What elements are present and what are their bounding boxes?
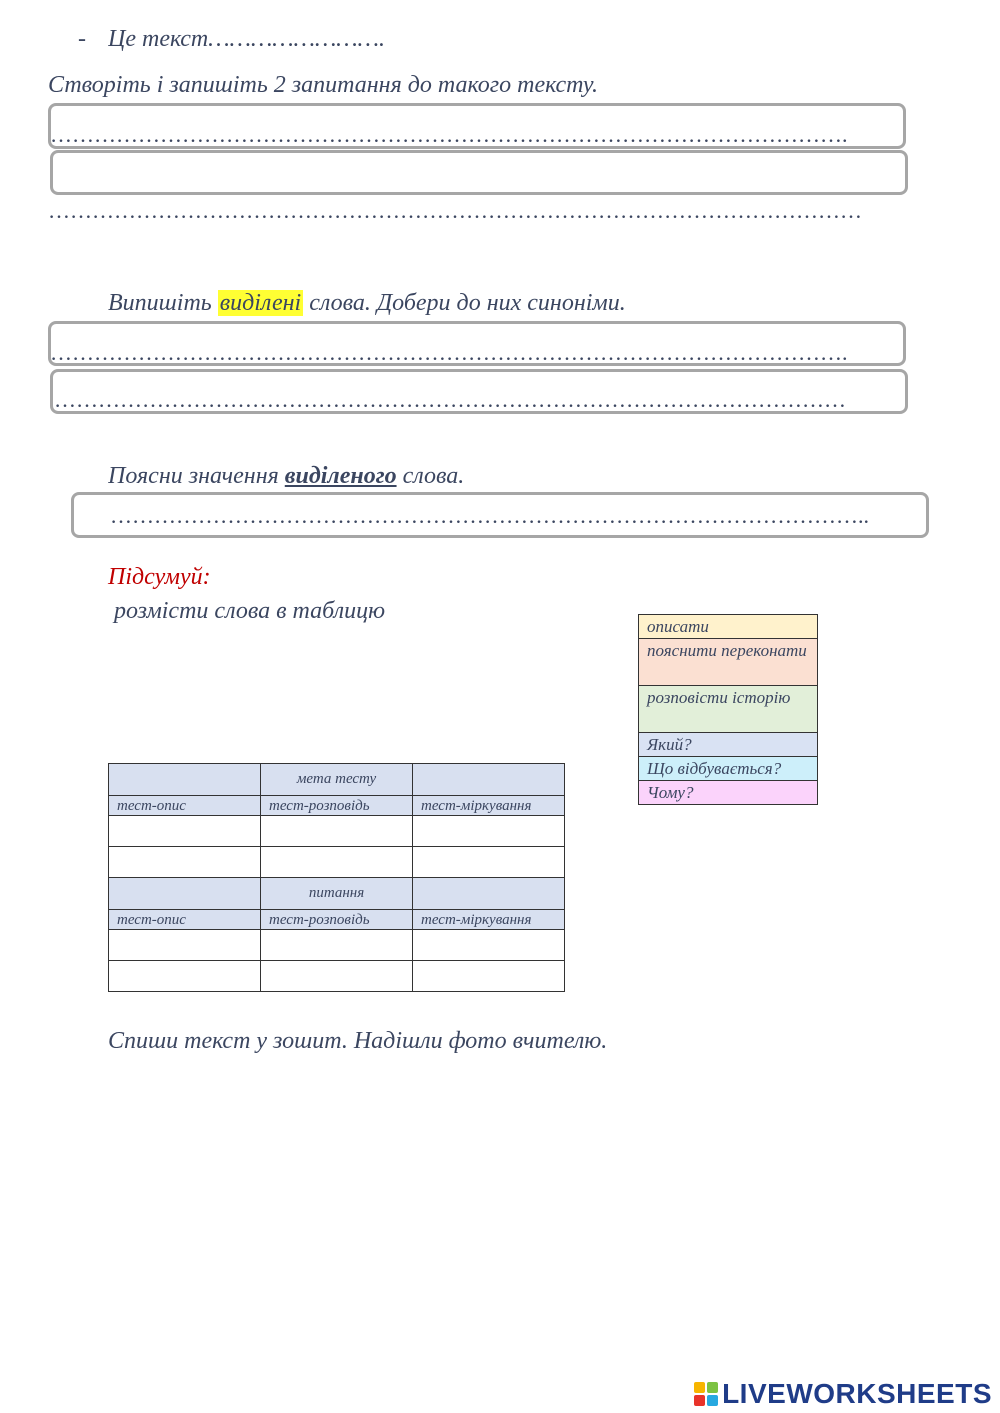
table-cell xyxy=(413,764,565,796)
table-row xyxy=(109,816,565,847)
summary-label: Підсумуй: xyxy=(108,564,211,590)
task-explain-post: слова. xyxy=(396,463,465,489)
task-explain-pre: Поясни значення xyxy=(108,463,285,489)
drop-cell[interactable] xyxy=(413,961,565,992)
legend-item-describe[interactable]: описати xyxy=(639,615,817,638)
drop-cell[interactable] xyxy=(261,847,413,878)
drop-cell[interactable] xyxy=(109,816,261,847)
bold-word: виділеного xyxy=(284,463,397,489)
liveworksheets-logo xyxy=(694,1378,992,1410)
table-cell xyxy=(109,764,261,796)
table-cell xyxy=(413,878,565,910)
sorting-table xyxy=(108,763,565,992)
section-title-questions: питання xyxy=(261,878,413,910)
task-write-pre: Випишіть xyxy=(108,290,218,316)
final-instruction: Спиши текст у зошит. Надішли фото вчителю. xyxy=(108,1028,608,1054)
table-row xyxy=(109,847,565,878)
answer-input-1[interactable] xyxy=(48,103,906,149)
answer-input-4[interactable] xyxy=(50,369,908,414)
drop-cell[interactable] xyxy=(261,961,413,992)
text-heading: Це текст……………………. xyxy=(108,26,385,52)
highlighted-word: виділені xyxy=(219,290,302,316)
answer-input-3[interactable] xyxy=(48,321,906,366)
table-section-header xyxy=(109,764,565,796)
col-header-narrative: тест-розповідь xyxy=(261,910,413,930)
legend-item-explain[interactable]: пояснити переконати xyxy=(639,638,817,685)
answer-dots-3: ………………………………………………………………………………………………. xyxy=(50,340,848,365)
table-cell xyxy=(109,878,261,910)
answer-dots-2: ………………………………………………………………………………………………… xyxy=(48,198,862,223)
liveworksheets-icon xyxy=(694,1382,718,1406)
legend-item-what-happens[interactable]: Що відбувається? xyxy=(639,756,817,780)
word-legend xyxy=(638,614,818,805)
legend-item-which[interactable]: Який? xyxy=(639,732,817,756)
col-header-description: тест-опис xyxy=(109,910,261,930)
answer-input-2[interactable] xyxy=(50,150,908,195)
legend-item-narrate[interactable]: розповісти історію xyxy=(639,685,817,732)
table-column-header xyxy=(109,796,565,816)
answer-dots-5: ………………………………………………………………………………………….. xyxy=(110,503,869,528)
task-write-synonyms xyxy=(108,290,626,317)
drop-cell[interactable] xyxy=(261,930,413,961)
answer-dots-1: ………………………………………………………………………………………………. xyxy=(50,122,848,147)
drop-cell[interactable] xyxy=(109,847,261,878)
section-title-goal: мета тесту xyxy=(261,764,413,796)
drop-cell[interactable] xyxy=(261,816,413,847)
task-write-post: слова. Добери до них синоніми. xyxy=(303,290,626,316)
answer-dots-4: ……………………………………………………………………………………………… xyxy=(54,387,846,412)
drop-cell[interactable] xyxy=(413,816,565,847)
table-row xyxy=(109,930,565,961)
dash-marker: - xyxy=(78,26,86,52)
col-header-reasoning: тест-міркування xyxy=(413,796,565,816)
table-column-header xyxy=(109,910,565,930)
drop-cell[interactable] xyxy=(109,961,261,992)
place-words-instruction: розмісти слова в таблицю xyxy=(108,598,385,624)
col-header-narrative: тест-розповідь xyxy=(261,796,413,816)
answer-input-5[interactable] xyxy=(71,492,929,538)
brand-name: LIVEWORKSHEETS xyxy=(722,1378,992,1409)
legend-item-why[interactable]: Чому? xyxy=(639,780,817,804)
col-header-description: тест-опис xyxy=(109,796,261,816)
table-row xyxy=(109,961,565,992)
drop-cell[interactable] xyxy=(413,930,565,961)
col-header-reasoning: тест-міркування xyxy=(413,910,565,930)
table-section-header xyxy=(109,878,565,910)
drop-cell[interactable] xyxy=(413,847,565,878)
task-create-questions: Створіть і запишіть 2 запитання до такого тексту. xyxy=(48,72,598,98)
task-explain-word xyxy=(108,463,464,490)
drop-cell[interactable] xyxy=(109,930,261,961)
